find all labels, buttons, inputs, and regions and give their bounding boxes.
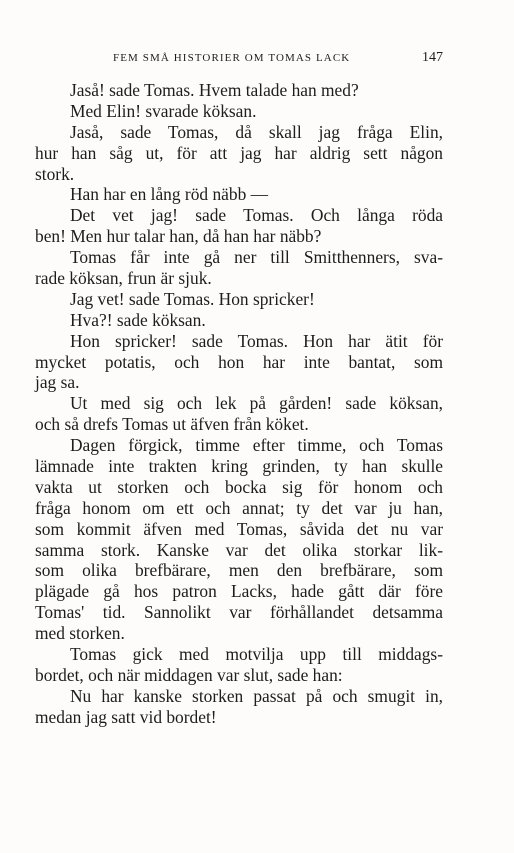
text-line-6: Han har en lång röd näbb — xyxy=(70,184,268,205)
text-line-13: Hon spricker! sade Tomas. Hon har ätit för xyxy=(70,330,443,351)
text-line-2: Med Elin! svarade köksan. xyxy=(70,100,257,121)
text-line-22: som kommit äfven med Tomas, såvida det nu var xyxy=(35,518,443,539)
body-text xyxy=(35,80,443,728)
page-number: 147 xyxy=(422,50,443,65)
text-line-29: bordet, och när middagen var slut, sade han: xyxy=(35,664,343,685)
text-line-17: och så drefs Tomas ut äfven från köket. xyxy=(35,414,309,435)
text-line-8: ben! Men hur talar han, då han har näbb? xyxy=(35,226,322,247)
text-line-14: mycket potatis, och hon har inte bantat, som xyxy=(35,351,443,372)
text-line-18: Dagen förgick, timme efter timme, och Tomas xyxy=(70,435,443,456)
text-line-3: Jaså, sade Tomas, då skall jag fråga Elin, xyxy=(70,121,443,142)
text-line-4: hur han såg ut, för att jag har aldrig sett någon xyxy=(35,142,443,163)
text-line-12: Hva?! sade köksan. xyxy=(70,309,206,330)
text-line-25: plägade gå hos patron Lacks, hade gått där före xyxy=(35,581,443,602)
text-line-28: Tomas gick med motvilja upp till middags- xyxy=(70,644,443,665)
text-line-27: med storken. xyxy=(35,623,125,644)
text-line-23: samma stork. Kanske var det olika storkar lik- xyxy=(35,539,443,560)
text-line-5: stork. xyxy=(35,163,75,184)
text-line-26: Tomas' tid. Sannolikt var förhållandet detsamma xyxy=(35,602,443,623)
text-line-9: Tomas får inte gå ner till Smitthenners, sva- xyxy=(70,247,443,268)
text-line-16: Ut med sig och lek på gården! sade köksan, xyxy=(70,393,443,414)
text-line-7: Det vet jag! sade Tomas. Och långa röda xyxy=(70,205,443,226)
text-line-31: medan jag satt vid bordet! xyxy=(35,706,217,727)
text-line-24: som olika brefbärare, men den brefbärare, som xyxy=(35,560,443,581)
page-header xyxy=(35,52,443,68)
text-line-1: Jaså! sade Tomas. Hvem talade han med? xyxy=(70,80,359,100)
running-title: FEM SMÅ HISTORIER OM TOMAS LACK xyxy=(113,52,351,64)
text-line-30: Nu har kanske storken passat på och smugit in, xyxy=(70,685,443,706)
text-line-20: vakta ut storken och bocka sig för honom och xyxy=(35,476,443,497)
text-line-10: rade köksan, frun är sjuk. xyxy=(35,268,212,289)
text-line-11: Jag vet! sade Tomas. Hon spricker! xyxy=(70,288,315,309)
text-line-15: jag sa. xyxy=(35,372,80,393)
text-line-21: fråga honom om ett och annat; ty det var ju han, xyxy=(35,497,443,518)
text-line-19: lämnade inte trakten kring grinden, ty han skulle xyxy=(35,456,443,477)
